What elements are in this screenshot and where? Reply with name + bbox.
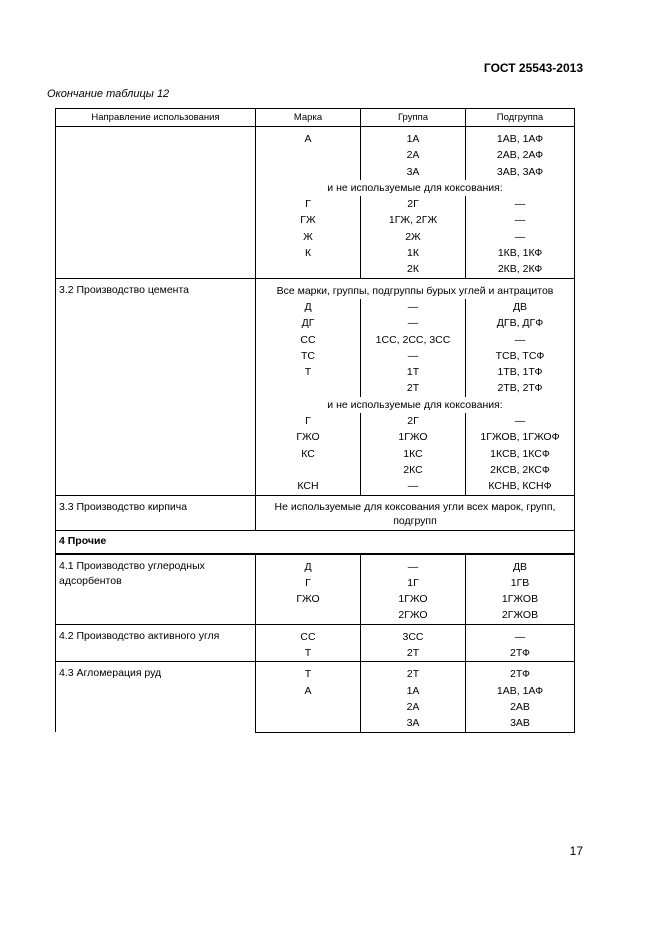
grade-cell: Д — [256, 299, 361, 315]
grade-cell: Г — [256, 575, 361, 591]
group-cell: 2ГЖО — [361, 607, 466, 624]
header-subgroup: Подгруппа — [466, 109, 575, 127]
subgroup-cell: 2КСВ, 2КСФ — [466, 462, 575, 478]
group-cell: 2Т — [361, 380, 466, 396]
section-title: 4 Прочие — [56, 530, 575, 554]
grade-cell — [256, 164, 361, 180]
group-cell: — — [361, 554, 466, 575]
section-row — [56, 530, 575, 554]
group-cell: 2Т — [361, 645, 466, 662]
grade-cell: Г — [256, 196, 361, 212]
direction-cell: 4.3 Агломерация руд — [56, 662, 256, 732]
grade-cell: А — [256, 683, 361, 699]
table-row — [56, 554, 575, 575]
subgroup-cell: 1КВ, 1КФ — [466, 245, 575, 261]
direction-cell: 4.1 Производство углеродных адсорбентов — [56, 554, 256, 625]
subgroup-cell: 1ГВ — [466, 575, 575, 591]
grade-cell: Т — [256, 364, 361, 380]
grade-cell — [256, 261, 361, 278]
subgroup-cell: 2ТФ — [466, 662, 575, 683]
group-cell: 3А — [361, 715, 466, 732]
subgroup-cell: 2ГЖОВ — [466, 607, 575, 624]
table-row — [56, 278, 575, 299]
page-number: 17 — [569, 844, 583, 858]
subgroup-cell: 1ТВ, 1ТФ — [466, 364, 575, 380]
group-cell: 2А — [361, 699, 466, 715]
span-note-cell: и не используемые для коксования: — [256, 397, 575, 413]
subgroup-cell: 2ТВ, 2ТФ — [466, 380, 575, 396]
subgroup-cell: ТСВ, ТСФ — [466, 348, 575, 364]
group-cell: 1А — [361, 127, 466, 148]
classification-table — [55, 108, 575, 733]
group-cell: 2Г — [361, 413, 466, 429]
group-cell: 1К — [361, 245, 466, 261]
grade-cell: К — [256, 245, 361, 261]
subgroup-cell: — — [466, 332, 575, 348]
subgroup-cell: — — [466, 212, 575, 228]
subgroup-cell: 1ГЖОВ — [466, 591, 575, 607]
subgroup-cell: — — [466, 229, 575, 245]
group-cell: — — [361, 478, 466, 495]
grade-cell: КС — [256, 446, 361, 462]
group-cell: 2Г — [361, 196, 466, 212]
table-row — [56, 624, 575, 645]
subgroup-cell: ДВ — [466, 299, 575, 315]
group-cell: 1Г — [361, 575, 466, 591]
subgroup-cell: — — [466, 196, 575, 212]
grade-cell: КСН — [256, 478, 361, 495]
table-header-row — [56, 109, 575, 127]
grade-cell: СС — [256, 624, 361, 645]
subgroup-cell: 1ГЖОВ, 1ГЖОФ — [466, 429, 575, 445]
grade-cell: ГЖО — [256, 591, 361, 607]
grade-cell: Д — [256, 554, 361, 575]
group-cell: 1ГЖО — [361, 591, 466, 607]
group-cell: 3А — [361, 164, 466, 180]
subgroup-cell: 2ТФ — [466, 645, 575, 662]
table-row — [56, 495, 575, 530]
subgroup-cell: 2АВ, 2АФ — [466, 147, 575, 163]
group-cell: 2Ж — [361, 229, 466, 245]
grade-cell: ДГ — [256, 315, 361, 331]
grade-cell — [256, 462, 361, 478]
subgroup-cell: 1АВ, 1АФ — [466, 683, 575, 699]
grade-cell: ГЖО — [256, 429, 361, 445]
group-cell: 1ГЖ, 2ГЖ — [361, 212, 466, 228]
span-note-cell: Все марки, группы, подгруппы бурых углей и антрацитов — [256, 278, 575, 299]
group-cell: — — [361, 348, 466, 364]
grade-cell: СС — [256, 332, 361, 348]
table-body — [56, 127, 575, 733]
grade-cell: Т — [256, 662, 361, 683]
group-cell: 2К — [361, 261, 466, 278]
grade-cell: Ж — [256, 229, 361, 245]
header-direction: Направление использования — [56, 109, 256, 127]
grade-cell — [256, 715, 361, 732]
group-cell: 1ГЖО — [361, 429, 466, 445]
subgroup-cell: 1АВ, 1АФ — [466, 127, 575, 148]
grade-cell: А — [256, 127, 361, 148]
subgroup-cell: — — [466, 624, 575, 645]
subgroup-cell: ДГВ, ДГФ — [466, 315, 575, 331]
grade-cell: Т — [256, 645, 361, 662]
header-group: Группа — [361, 109, 466, 127]
subgroup-cell: 2АВ — [466, 699, 575, 715]
group-cell: 2КС — [361, 462, 466, 478]
span-note-cell: Не используемые для коксования угли всех марок, групп, подгрупп — [256, 495, 575, 530]
span-note-cell: и не используемые для коксования: — [256, 180, 575, 196]
grade-cell — [256, 607, 361, 624]
grade-cell: ГЖ — [256, 212, 361, 228]
subgroup-cell: 3АВ, 3АФ — [466, 164, 575, 180]
group-cell: 2А — [361, 147, 466, 163]
table-row — [56, 662, 575, 683]
group-cell: — — [361, 299, 466, 315]
direction-cell: 3.3 Производство кирпича — [56, 495, 256, 530]
group-cell: — — [361, 315, 466, 331]
grade-cell — [256, 699, 361, 715]
document-code: ГОСТ 25543-2013 — [483, 61, 583, 75]
group-cell: 1Т — [361, 364, 466, 380]
group-cell: 1СС, 2СС, 3СС — [361, 332, 466, 348]
subgroup-cell: — — [466, 413, 575, 429]
grade-cell — [256, 380, 361, 396]
header-grade: Марка — [256, 109, 361, 127]
subgroup-cell: 1КСВ, 1КСФ — [466, 446, 575, 462]
group-cell: 3СС — [361, 624, 466, 645]
subgroup-cell: 3АВ — [466, 715, 575, 732]
subgroup-cell: ДВ — [466, 554, 575, 575]
grade-cell: Г — [256, 413, 361, 429]
direction-cell: 4.2 Производство активного угля — [56, 624, 256, 662]
group-cell: 2Т — [361, 662, 466, 683]
direction-cell — [56, 127, 256, 279]
subgroup-cell: КСНВ, КСНФ — [466, 478, 575, 495]
direction-cell: 3.2 Производство цемента — [56, 278, 256, 495]
table-row — [56, 127, 575, 148]
grade-cell: ТС — [256, 348, 361, 364]
table-caption: Окончание таблицы 12 — [47, 88, 170, 100]
subgroup-cell: 2КВ, 2КФ — [466, 261, 575, 278]
group-cell: 1А — [361, 683, 466, 699]
grade-cell — [256, 147, 361, 163]
group-cell: 1КС — [361, 446, 466, 462]
